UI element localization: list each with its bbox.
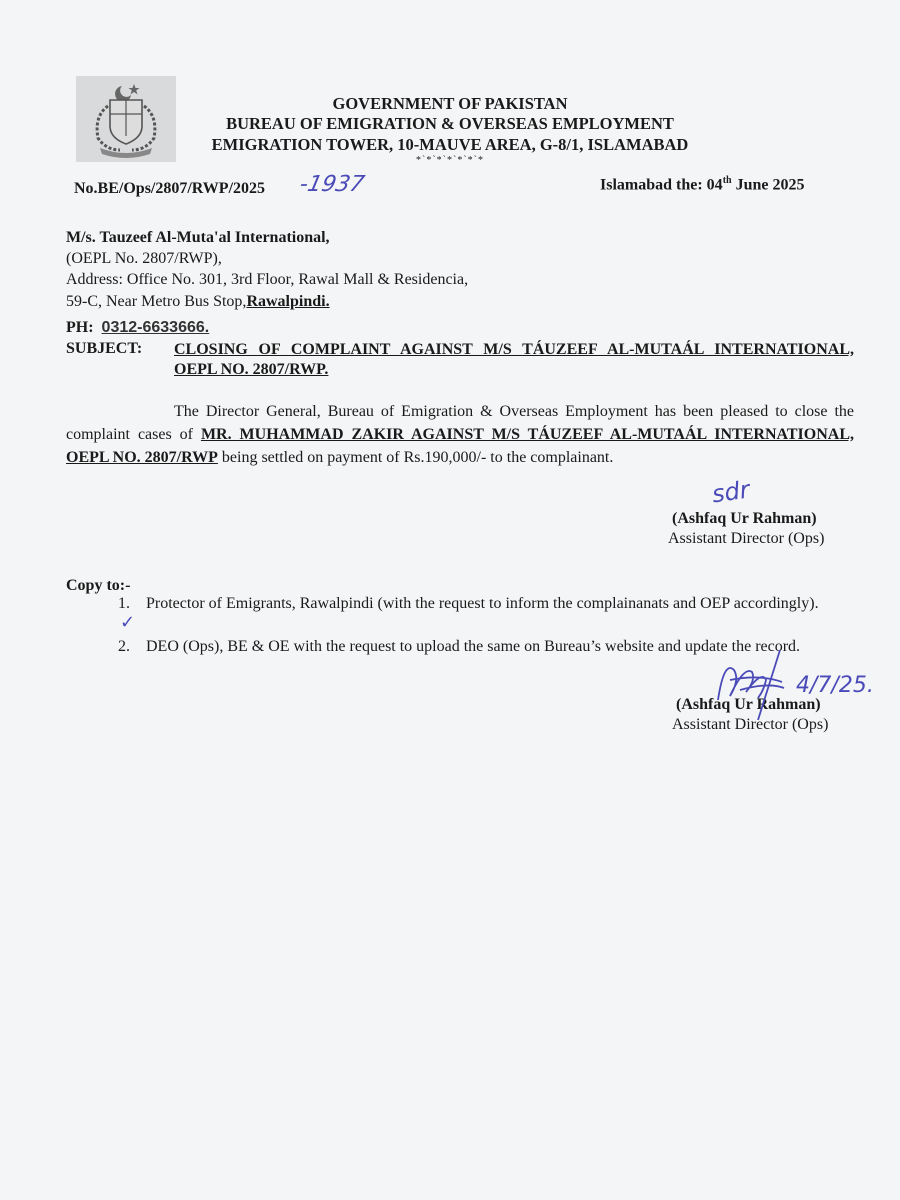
- address-street: 59-C, Near Metro Bus Stop,: [66, 293, 247, 310]
- checkmark-icon: ✓: [120, 612, 136, 633]
- phone-number: 0312-6633666.: [101, 319, 210, 336]
- header-bureau: BUREAU OF EMIGRATION & OVERSEAS EMPLOYMENT: [226, 114, 674, 133]
- body-intro: The Director General, Bureau of Emigration & Overseas Employment has been pleased to close the complaint cases of: [66, 403, 854, 443]
- reference-handwritten-number: -1937: [297, 172, 367, 197]
- letter-date: [600, 175, 805, 194]
- addressee-phone-line: [66, 318, 209, 338]
- reference-number: No.BE/Ops/2807/RWP/2025: [74, 180, 266, 197]
- subject-text: CLOSING OF COMPLAINT AGAINST M/S TÁUZEEF AL-MUTAÁL INTERNATIONAL, OEPL NO. 2807/RWP.: [174, 341, 854, 378]
- addressee-address-line1: Address: Office No. 301, 3rd Floor, Rawal Mall & Residencia,: [66, 271, 469, 288]
- state-emblem-icon: [76, 76, 176, 162]
- signatory-name: (Ashfaq Ur Rahman): [672, 510, 817, 527]
- copy-item-text: Protector of Emigrants, Rawalpindi (with the request to inform the complainanats and OEP accordingly).: [146, 595, 819, 612]
- copy-item-number: 1.: [118, 595, 130, 612]
- handwritten-signature-icon: [710, 640, 895, 720]
- sdr-handwritten-mark: sdr: [710, 475, 752, 509]
- header-divider: *`*`*`*`*`*`*: [416, 155, 484, 166]
- signatory-title: Assistant Director (Ops): [668, 530, 825, 547]
- copy-signatory-name: (Ashfaq Ur Rahman): [676, 696, 821, 713]
- body-paragraph: [66, 400, 854, 469]
- addressee-oepl: (OEPL No. 2807/RWP),: [66, 250, 222, 267]
- body-outro: being settled on payment of Rs.190,000/- to the complainant.: [217, 449, 614, 466]
- address-city: Rawalpindi.: [246, 293, 330, 310]
- phone-label: PH:: [66, 319, 94, 336]
- copy-item-number: 2.: [118, 638, 130, 655]
- subject-label: SUBJECT:: [66, 340, 143, 357]
- header-government: GOVERNMENT OF PAKISTAN: [332, 94, 568, 113]
- header-address: EMIGRATION TOWER, 10-MAUVE AREA, G-8/1, ISLAMABAD: [211, 135, 689, 154]
- copy-to-label: Copy to:-: [66, 577, 131, 594]
- copy-item-text: DEO (Ops), BE & OE with the request to upload the same on Bureau’s website and update the record.: [146, 638, 801, 655]
- date-superscript: th: [722, 175, 732, 186]
- copy-list-item: [118, 594, 856, 614]
- copy-signatory-title: Assistant Director (Ops): [672, 716, 829, 733]
- date-prefix: Islamabad the: 04: [600, 176, 723, 194]
- addressee-address-line2: [66, 292, 330, 312]
- signature-date: 4/7/25.: [796, 673, 874, 698]
- addressee-name: M/s. Tauzeef Al-Muta'al International,: [66, 229, 330, 246]
- date-suffix: June 2025: [731, 176, 805, 194]
- body-highlight: MR. MUHAMMAD ZAKIR AGAINST M/S TÁUZEEF AL-MUTAÁL INTERNATIONAL, OEPL NO. 2807/RWP: [66, 426, 854, 466]
